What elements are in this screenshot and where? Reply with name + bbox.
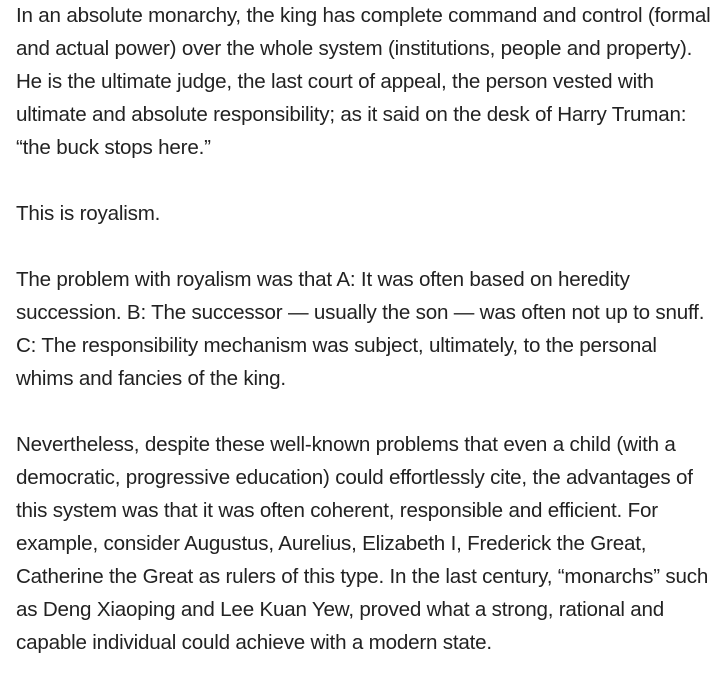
paragraph-royalism: This is royalism. [16, 202, 161, 225]
paragraph-absolute-monarchy: In an absolute monarchy, the king has complete command and control (formal and actual power) over the whole system (institutions, people and property). He is the ultimate judge, the last court of appeal, the person vested with ultimate and absolute responsibility; as it said on the desk of Harry Truman: “the buck stops here.” [16, 4, 711, 159]
paragraph-nevertheless: Nevertheless, despite these well-known problems that even a child (with a democratic, progressive education) could effortlessly cite, the advantages of this system was that it was often coherent, responsible and efficient. For example, consider Augustus, Aurelius, Elizabeth I, Frederick the Great, Catherine the Great as rulers of this type. In the last century, “monarchs” such as Deng Xiaoping and Lee Kuan Yew, proved what a strong, rational and capable individual could achieve with a modern state. [16, 433, 709, 654]
paragraph-problem-with-royalism: The problem with royalism was that A: It was often based on heredity succession. B: The successor — usually the son — was often not up to snuff. C: The responsibility mechanism was subject, ultimately, to the personal whims and fancies of the king. [16, 268, 705, 390]
article-body [16, 0, 711, 659]
